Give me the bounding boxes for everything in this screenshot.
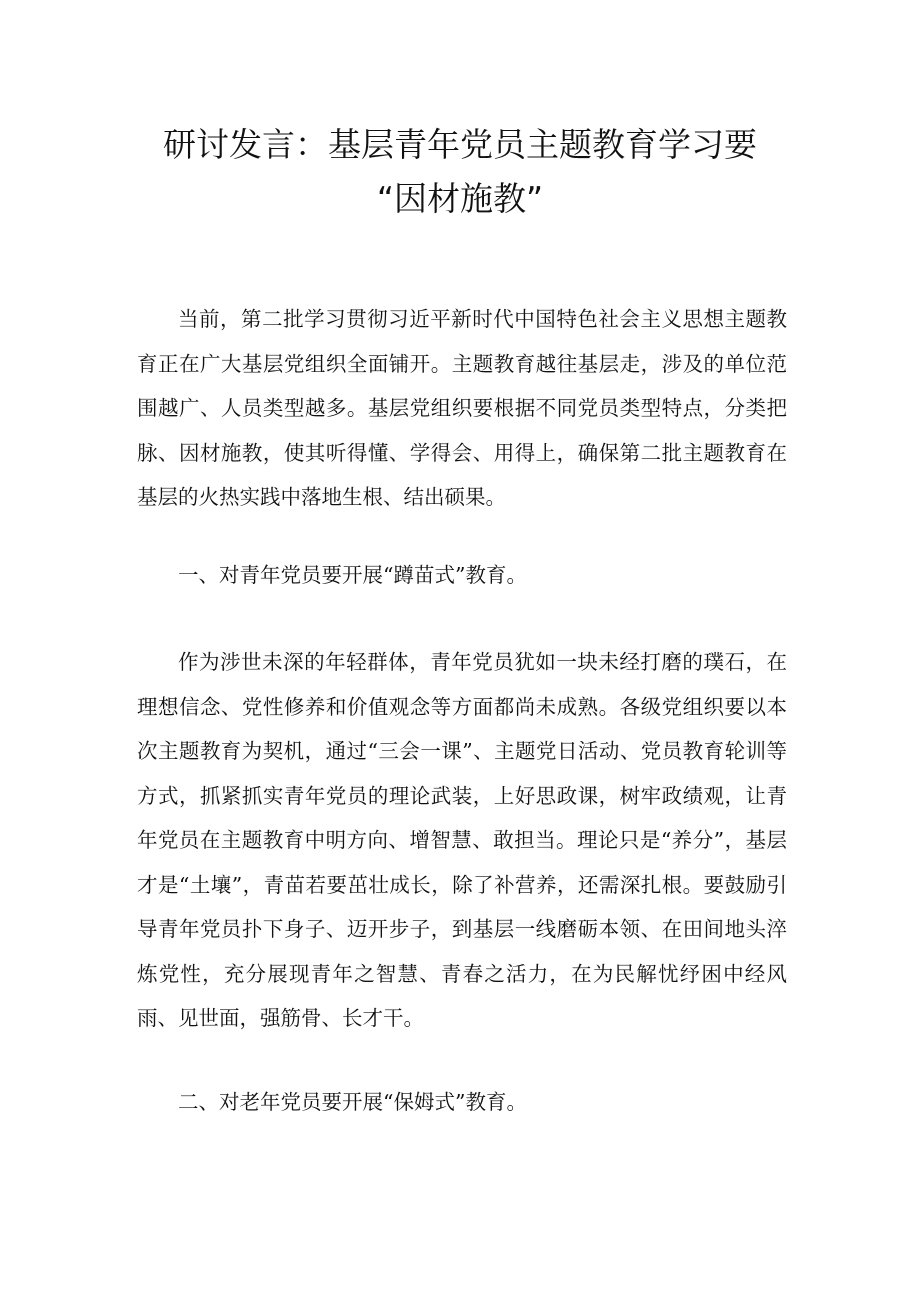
title-line-2: “因材施教” (376, 179, 544, 218)
title-line-1: 研讨发言：基层青年党员主题教育学习要 (163, 125, 757, 164)
paragraph-intro: 当前，第二批学习贯彻习近平新时代中国特色社会主义思想主题教育正在广大基层党组织全面铺开。主题教育越往基层走，涉及的单位范围越广、人员类型越多。基层党组织要根据不同党员类型特点，分类把脉、因材施教，使其听得懂、学得会、用得上，确保第二批主题教育在基层的火热实践中落地生根、结出硕果。 (137, 307, 787, 509)
section-heading-1: 一、对青年党员要开展“蹲苗式”教育。 (178, 563, 527, 587)
document-title (100, 118, 820, 226)
paragraph-section-1: 作为涉世未深的年轻群体，青年党员犹如一块未经打磨的璞石，在理想信念、党性修养和价值观念等方面都尚未成熟。各级党组织要以本次主题教育为契机，通过“三会一课”、主题党日活动、党员教育轮训等方式，抓紧抓实青年党员的理论武装，上好思政课，树牢政绩观，让青年党员在主题教育中明方向、增智慧、敢担当。理论只是“养分”，基层才是“土壤”，青苗若要茁壮成长，除了补营养，还需深扎根。要鼓励引导青年党员扑下身子、迈开步子，到基层一线磨砺本领、在田间地头淬炼党性，充分展现青年之智慧、青春之活力，在为民解忧纾困中经风雨、见世面，强筋骨、长才干。 (137, 650, 787, 1030)
section-heading-2: 二、对老年党员要开展“保姆式”教育。 (178, 1090, 527, 1114)
